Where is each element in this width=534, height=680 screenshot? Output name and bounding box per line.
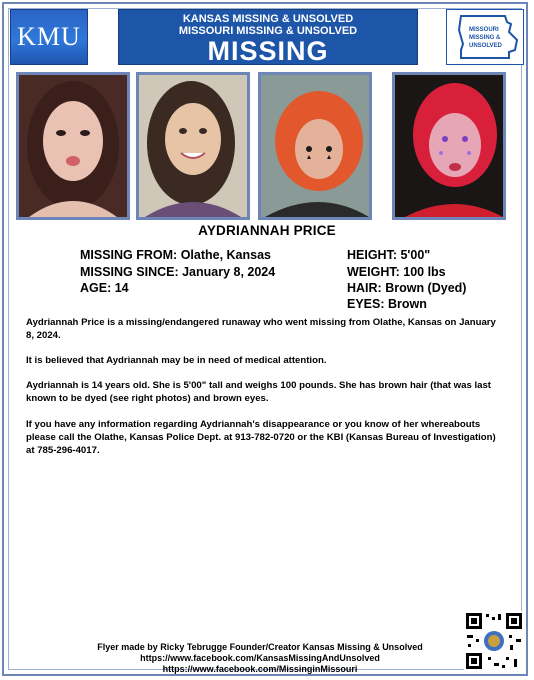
- description-paragraph-4: If you have any information regarding Aydriannah's disappearance or you know of her whereabouts please call the Olathe, Kansas Police Dept. at 913-782-0720 or the KBI (Kansas Bureau of Investigation) at 785-296-4017.: [26, 419, 496, 456]
- missouri-logo-line2: MISSING &: [469, 35, 501, 41]
- description-paragraph-1: Aydriannah Price is a missing/endangered runaway who went missing from Olathe, Kansas on January 8, 2024.: [26, 317, 496, 341]
- photo-2: [136, 72, 250, 220]
- description-paragraph-3: Aydriannah is 14 years old. She is 5'00" tall and weighs 100 pounds. She has brown hair (that was last known to be dyed (see right photos) and brown eyes.: [26, 380, 491, 404]
- height: HEIGHT: 5'00": [347, 248, 431, 262]
- facebook-link-missouri[interactable]: https://www.facebook.com/MissinginMissouri: [162, 664, 358, 674]
- banner-line-missouri: MISSOURI MISSING & UNSOLVED: [178, 25, 358, 37]
- photo-1: [16, 72, 130, 220]
- missouri-logo-text: [469, 26, 502, 50]
- banner-title: MISSING: [207, 36, 329, 66]
- facebook-link-kansas[interactable]: https://www.facebook.com/KansasMissingAndUnsolved: [140, 653, 380, 663]
- missouri-missing-logo: [446, 9, 524, 65]
- missing-banner: [118, 9, 418, 65]
- photo-3: [258, 72, 372, 220]
- kmu-logo: KMU: [10, 9, 88, 65]
- photo-4: [392, 72, 506, 220]
- person-name: AYDRIANNAH PRICE: [198, 223, 336, 238]
- age: AGE: 14: [80, 281, 129, 295]
- hair: HAIR: Brown (Dyed): [347, 281, 467, 295]
- banner-line-kansas: KANSAS MISSING & UNSOLVED: [182, 13, 354, 25]
- eyes: EYES: Brown: [347, 297, 427, 311]
- qr-code-icon: [464, 611, 524, 671]
- missouri-logo-line3: UNSOLVED: [469, 43, 502, 49]
- description-paragraph-2: It is believed that Aydriannah may be in need of medical attention.: [26, 355, 327, 366]
- weight: WEIGHT: 100 lbs: [347, 265, 446, 279]
- missing-from: MISSING FROM: Olathe, Kansas: [80, 248, 272, 262]
- missing-since: MISSING SINCE: January 8, 2024: [80, 265, 276, 279]
- flyer-credit: Flyer made by Ricky Tebrugge Founder/Creator Kansas Missing & Unsolved: [97, 642, 423, 652]
- missouri-logo-line1: MISSOURI: [469, 27, 499, 33]
